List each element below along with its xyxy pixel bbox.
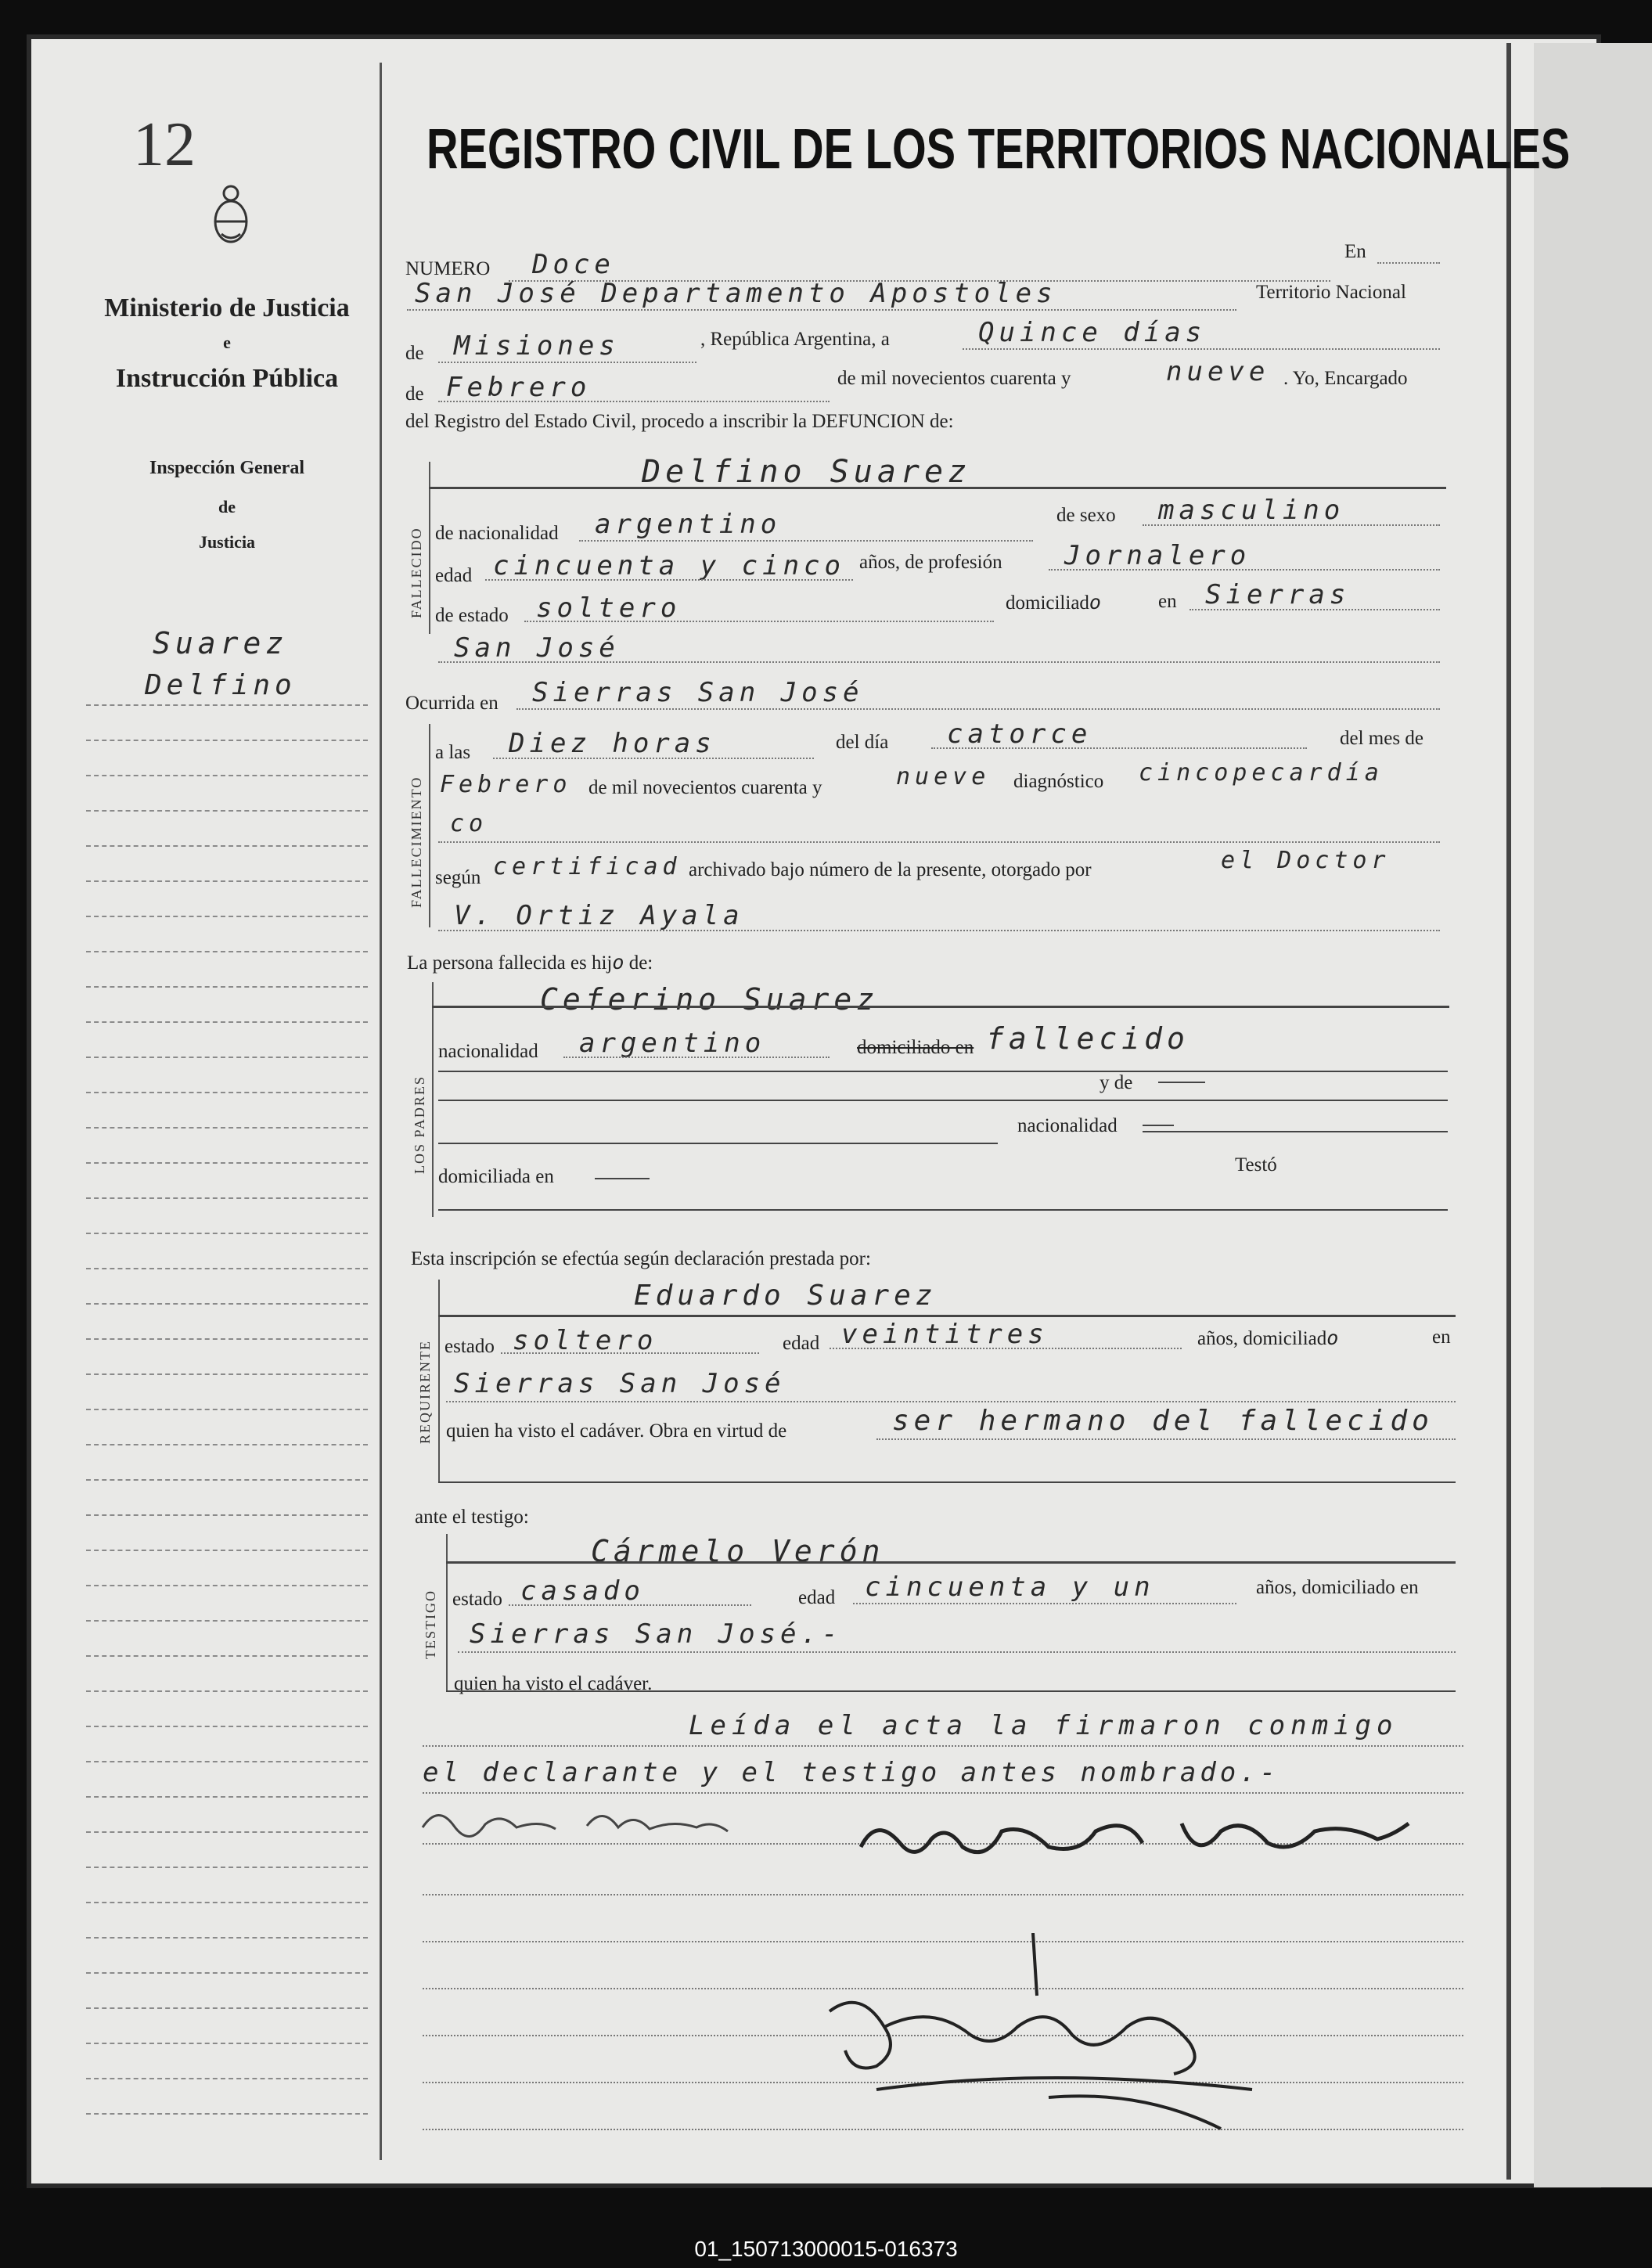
footer-image-id: 01_150713000015-016373 [0, 2230, 1652, 2268]
numero-value: Doce [532, 249, 615, 280]
edad-label: edad [435, 565, 473, 586]
testigo-anios-label: años, domiciliado en [1256, 1577, 1419, 1598]
requirente-edad-value: veintitres [841, 1319, 1049, 1350]
padre-nacionalidad-label: nacionalidad [438, 1041, 538, 1062]
anio-text: de mil novecientos cuarenta y [588, 777, 822, 798]
republica-label: , República Argentina, a [700, 329, 890, 350]
requirente-estado-value: soltero [513, 1325, 658, 1356]
testigo-intro: ante el testigo: [415, 1507, 529, 1528]
del-dia-label: del día [836, 732, 889, 753]
page-frame-line [1506, 43, 1511, 2180]
testigo-section-label: TESTIGO [423, 1589, 438, 1659]
dia-value: catorce [947, 718, 1092, 750]
requirente-name: Eduardo Suarez [634, 1280, 938, 1312]
inspection-line1: Inspección General [149, 458, 304, 478]
requirente-visto-text: quien ha visto el cadáver. Obra en virtud de [446, 1420, 787, 1442]
ocurrida-label: Ocurrida en [405, 693, 498, 714]
month-value: Febrero [446, 372, 592, 403]
nacionalidad-value: argentino [595, 509, 782, 540]
margin-surname: Suarez [153, 626, 289, 661]
padres-section-label: LOS PADRES [412, 1075, 427, 1174]
padre-name: Ceferino Suarez [540, 982, 880, 1017]
de-label: de [405, 343, 424, 364]
margin-given-name: Delfino [145, 669, 297, 701]
testigo-visto-text: quien ha visto el cadáver. [454, 1673, 653, 1694]
place-value: San José Departamento Apostoles [415, 278, 1057, 309]
segun-value: certificad [493, 853, 682, 880]
y-de-label: y de [1100, 1072, 1133, 1093]
requirente-domicilio-value: Sierras San José [454, 1368, 786, 1399]
closing-line-1: Leída el acta la firmaron conmigo [689, 1710, 1398, 1741]
profesion-value: Jornalero [1064, 540, 1251, 571]
del-mes-label: del mes de [1340, 728, 1423, 749]
ministry-name-line3: Instrucción Pública [115, 364, 339, 393]
diagnostico-value-2: co [450, 810, 488, 837]
intro-text: del Registro del Estado Civil, procedo a inscribir la DEFUNCION de: [405, 411, 954, 432]
sexo-value: masculino [1158, 495, 1345, 526]
signature-testigo [845, 1800, 1424, 1886]
profesion-label: años, de profesión [859, 552, 1002, 573]
edad-value: cincuenta y cinco [493, 550, 845, 581]
adjacent-page-edge [1534, 43, 1652, 2187]
segun-label: según [435, 867, 481, 888]
estado-label: de estado [435, 605, 509, 626]
day-value: Quince días [978, 317, 1207, 348]
page-number: 12 [133, 110, 196, 179]
year-text: de mil novecientos cuarenta y [837, 368, 1071, 389]
signature-declarante [415, 1796, 743, 1851]
inspection-line3: Justicia [198, 532, 256, 552]
a-las-label: a las [435, 742, 471, 763]
numero-label: NUMERO [405, 258, 491, 279]
fallecimiento-section-label: FALLECIMIENTO [409, 776, 424, 908]
otorgado-value: el Doctor [1221, 847, 1391, 874]
testigo-domicilio-value: Sierras San José.- [470, 1618, 843, 1650]
territorio-label: Territorio Nacional [1256, 282, 1406, 303]
diagnostico-label: diagnóstico [1013, 771, 1104, 792]
doctor-value: V. Ortiz Ayala [454, 900, 744, 931]
requirente-en-label: en [1432, 1327, 1451, 1348]
closing-line-2: el declarante y el testigo antes nombrado.- [423, 1757, 1280, 1788]
domiciliado-label: domiciliado [1006, 591, 1101, 614]
estado-value: soltero [536, 592, 682, 624]
anio-value: nueve [896, 763, 991, 790]
en-label: En [1344, 241, 1366, 262]
testigo-estado-value: casado [520, 1575, 645, 1607]
requirente-edad-label: edad [783, 1333, 820, 1354]
ministry-name-line1: Ministerio de Justicia [104, 293, 350, 322]
testigo-edad-label: edad [798, 1587, 836, 1608]
padre-domiciliado-value: fallecido [986, 1021, 1190, 1056]
requirente-virtud-value: ser hermano del fallecido [892, 1405, 1434, 1437]
testigo-estado-label: estado [452, 1589, 502, 1610]
en-label-fallecido: en [1158, 591, 1177, 612]
testigo-name: Cármelo Verón [591, 1534, 885, 1568]
fallecido-section-label: FALLECIDO [409, 527, 424, 618]
testo-label: Testó [1235, 1154, 1277, 1175]
nacionalidad2-label: nacionalidad [1017, 1115, 1118, 1136]
padre-nacionalidad-value: argentino [579, 1028, 766, 1059]
ministry-name-line2: e [223, 333, 231, 352]
inspection-line2: de [218, 497, 236, 517]
territory-value: Misiones [454, 330, 620, 362]
ocurrida-value: Sierras San José [532, 677, 864, 708]
signature-encargado [814, 1933, 1268, 2137]
padre-domiciliado-label: domiciliado en [857, 1037, 974, 1058]
year-value: nueve [1166, 356, 1270, 387]
document-title: REGISTRO CIVIL DE LOS TERRITORIOS NACIONALES [426, 118, 1571, 181]
requirente-estado-label: estado [444, 1336, 495, 1357]
hora-value: Diez horas [509, 728, 716, 759]
mes-value: Febrero [440, 771, 572, 798]
domicilio-value-2: San José [454, 632, 620, 664]
padres-intro: La persona fallecida es hijo de: [407, 951, 653, 974]
diagnostico-value-1: cincopecardía [1139, 759, 1384, 787]
requirente-intro: Esta inscripción se efectúa según declaración prestada por: [411, 1248, 871, 1269]
deceased-name: Delfino Suarez [642, 454, 972, 490]
requirente-section-label: REQUIRENTE [417, 1340, 433, 1444]
archivado-text: archivado bajo número de la presente, otorgado por [689, 859, 1092, 880]
testigo-edad-value: cincuenta y un [865, 1571, 1155, 1603]
sexo-label: de sexo [1056, 505, 1116, 526]
national-coat-of-arms-icon [207, 184, 254, 247]
domiciliada-label: domiciliada en [438, 1166, 554, 1187]
requirente-anios-label: años, domiciliado [1197, 1327, 1339, 1349]
nacionalidad-label: de nacionalidad [435, 523, 559, 544]
yo-text: . Yo, Encargado [1283, 368, 1408, 389]
de2-label: de [405, 383, 424, 405]
domicilio-value-1: Sierras [1205, 579, 1351, 610]
